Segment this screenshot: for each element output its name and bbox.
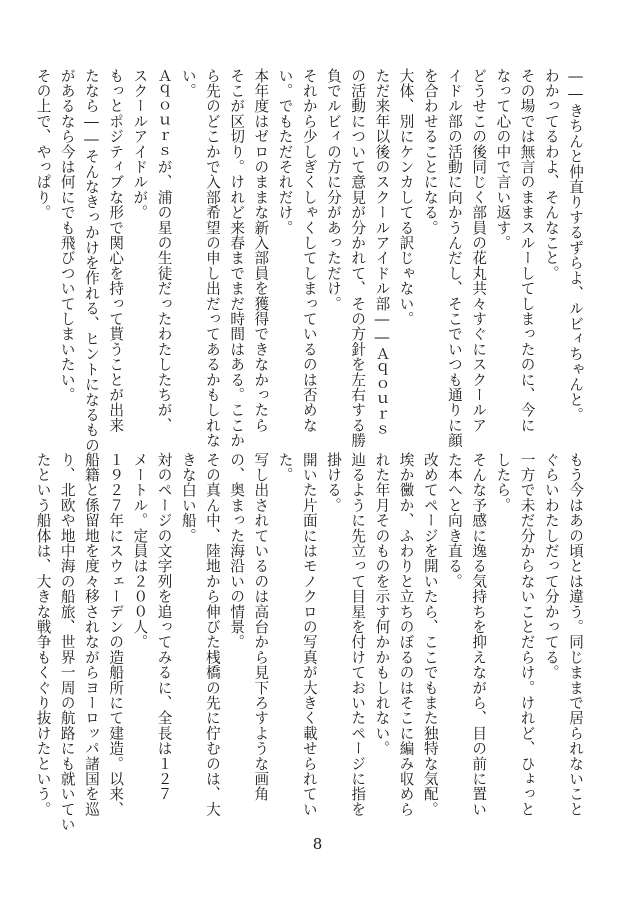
text-line: 辿るように先立って目星を付けておいたページに指を (349, 452, 367, 817)
text-line: 大体、別にケンカしてる訳じゃない。 (397, 68, 415, 327)
text-line: ただ来年以後のスクールアイドル部――Ａｑｏｕｒｓ (373, 68, 391, 438)
text-line: Ａｑｏｕｒｓが、浦の星の生徒だったわたしたちが、 (155, 68, 173, 433)
page-number: 8 (312, 835, 323, 853)
text-line: １９２７年にスウェーデンの造船所にて建造。以来、 (107, 452, 125, 817)
text-line: い。 (179, 68, 197, 99)
text-line: の、奥まった海沿いの情景。 (228, 452, 246, 650)
text-line: どうせこの後同じく部員の花丸共々すぐにスクールア (470, 68, 488, 433)
text-line: そんな予感に逸る気持ちを抑えながら、目の前に置い (470, 452, 488, 817)
text-line: きな白い船。 (179, 452, 197, 544)
text-line: そこが区切り。けれど来春までまだ時間はある。ここか (228, 68, 246, 448)
text-line: スクールアイドルが。 (131, 68, 149, 220)
upper-text-block (30, 68, 587, 453)
text-line: メートル。定員は２００人。 (131, 452, 149, 650)
text-line: それから少しぎくしゃくしてしまっているのは否めな (300, 68, 318, 433)
text-line: なって心の中で言い返す。 (494, 68, 512, 251)
text-line: 本年度はゼロのままな新入部員を獲得できなかったら (252, 68, 270, 433)
text-line: 改めてページを開いたら、ここでもまた独特な気配。 (421, 452, 439, 817)
text-line: た。 (276, 452, 294, 483)
text-line: もう今はあの頃とは違う。同じままで居られないこと (567, 452, 584, 817)
text-line: い。でもただそれだけ。 (276, 68, 294, 236)
text-line: 掛ける。 (324, 452, 342, 513)
text-line: たなら――そんなきっかけを作れる、ヒントになるもの (82, 68, 100, 453)
text-line: があるなら今は何にでも飛びついてしまいたい。 (58, 68, 76, 403)
text-line: その上で、やっぱり。 (34, 68, 52, 220)
text-line: わかってるわよ、そんなこと。 (542, 68, 560, 281)
text-line: ――きちんと仲直りするずらよ、ルビィちゃんと。 (567, 68, 584, 423)
lower-text-block (30, 452, 587, 832)
text-line: 対のページの文字列を追ってみるに、全長は１２７ (155, 452, 173, 802)
text-line: を合わせることになる。 (421, 68, 439, 236)
text-line: その場では無言のままスルーしてしまったのに、今に (518, 68, 536, 433)
text-line: れた年月そのものを示す何かかもしれない。 (373, 452, 391, 756)
text-line: ぐらいわたしだって分かってる。 (542, 452, 560, 680)
text-line: 一方で未だ分からないことだらけ。けれど、ひょっと (518, 452, 536, 817)
text-line: したら。 (494, 452, 512, 513)
text-line: 開いた片面にはモノクロの写真が大きく載せられてい (300, 452, 318, 817)
text-line: ら先のどこかで入部希望の申し出だってあるかもしれな (203, 68, 221, 448)
text-line: 船籍と係留地を度々移されながらヨーロッパ諸国を巡 (82, 452, 100, 817)
text-line: イドル部の活動に向かうんだし、そこでいつも通りに顔 (445, 68, 463, 448)
text-line: 埃か黴か、ふわりと立ちのぼるのはそこに編み収めら (397, 452, 415, 817)
text-line: 写し出されているのは高台から見下ろすような画角 (252, 452, 270, 802)
text-line: た本へと向き直る。 (445, 452, 463, 589)
text-line: たという船体は、大きな戦争もくぐり抜けたという。 (34, 452, 52, 817)
text-line: その真ん中、陸地から伸びた桟橋の先に佇むのは、大 (203, 452, 221, 817)
text-line: り、北欧や地中海の船旅、世界一周の航路にも就いてい (58, 452, 76, 832)
text-line: 負でルビィの方に分があっただけ。 (324, 68, 342, 312)
text-line: もっとポジティブな形で関心を持って貰うことが出来 (107, 68, 125, 433)
text-line: の活動について意見が分かれて、その方針を左右する勝 (349, 68, 367, 448)
